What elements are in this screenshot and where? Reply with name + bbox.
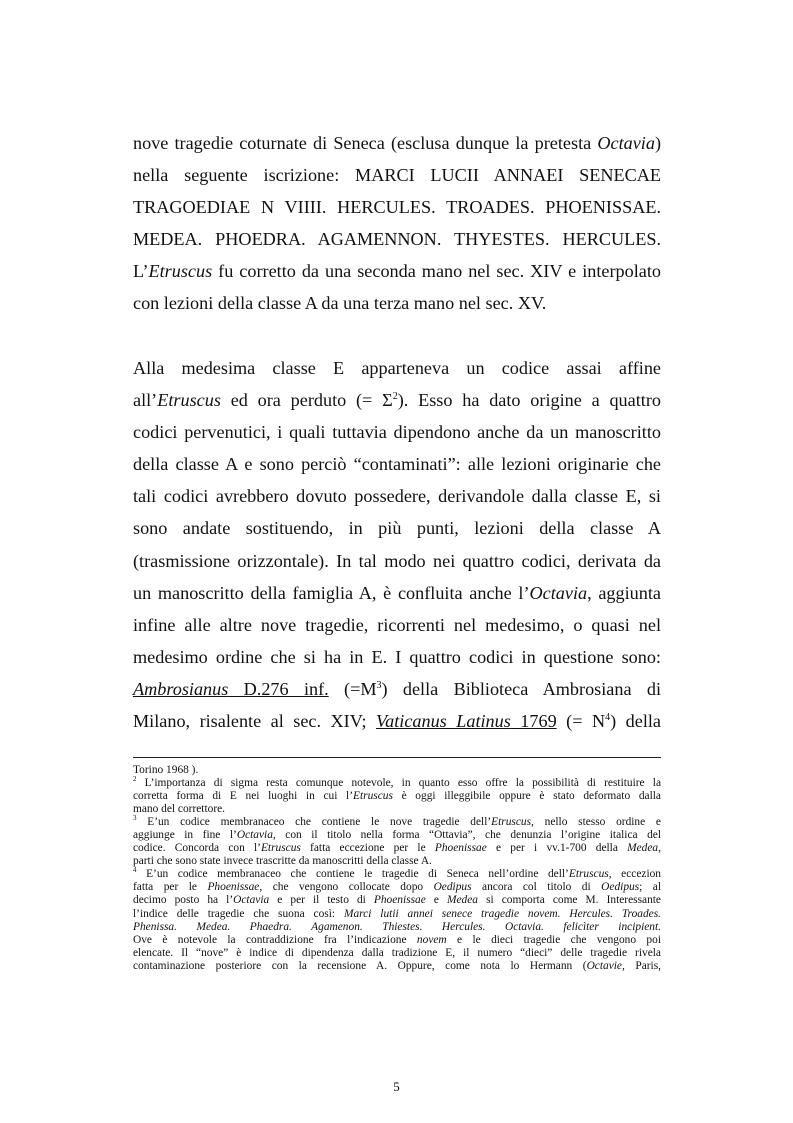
footnote-line: corretta forma di E nei luoghi in cui l’Etruscus è oggi illeggibile oppure è stato deformato dalla	[133, 790, 661, 803]
text-line: nove tragedie coturnate di Seneca (esclusa dunque la pretesta Octavia)	[133, 133, 661, 153]
footnote-line: Phenissa. Medea. Phaedra. Agamenon. Thiestes. Hercules. Octavia. felicìter incipient.	[133, 920, 661, 933]
text-line: TRAGOEDIAE N VIIII. HERCULES. TROADES. PHOENISSAE.	[133, 197, 661, 218]
footnote-line: mano del correttore.	[133, 803, 226, 816]
footnote-line: parti che sono state invece trascritte da manoscritti della classe A.	[133, 855, 432, 868]
paragraph-1	[133, 127, 661, 320]
text-line: nella seguente iscrizione: MARCI LUCII ANNAEI SENECAE	[133, 165, 661, 186]
text-line: Ambrosianus D.276 inf. $(=M^3)$ della Biblioteca Ambrosiana di	[133, 678, 661, 699]
page-number: 5	[393, 1079, 400, 1094]
text-line: MEDEA. PHOEDRA. AGAMENNON. THYESTES. HERCULES.	[133, 229, 661, 250]
text-line: medesimo ordine che si ha in E. I quattro codici in questione sono:	[133, 646, 661, 667]
footnote-line: Ove è notevole la contraddizione fra l’indicazione novem e le dieci tragedie che vengono poi	[133, 933, 661, 946]
text-line: Alla medesima classe E apparteneva un codice assai affine	[133, 358, 661, 378]
footnote-3: $^3$ E’un codice membranaceo che contiene le nove tragedie dell’Etruscus, nello stesso ordine e	[133, 814, 661, 829]
footnote-continuation: Torino 1968 ).	[133, 764, 199, 776]
footnote-line: codice. Concorda con l’Etruscus fatta eccezione per le Phoenissae e per i vv.1-700 della Medea,	[133, 842, 661, 855]
footnote-line: decimo posto ha l’Octavia e per il testo di Phoenissae e Medea si comporta come M. Interessante	[133, 894, 661, 907]
text-line: con lezioni della classe A da una terza mano nel sec. XV.	[133, 293, 547, 314]
footnote-line: aggiunge in fine l’Octavia, con il titolo nella forma “Ottavia”, che denunzia l’origine italica del	[133, 829, 661, 842]
footnote-2: $^2$ L’importanza di sigma resta comunque notevole, in quanto esso offre la possibilità di restituire la	[133, 775, 661, 790]
footnote-line: l’indice delle tragedie che suona così: Marci lutii annei senece tragedie novem. Hercules. Troades.	[133, 907, 661, 920]
text-line: sono andate sostituendo, in più punti, lezioni della classe A	[133, 518, 661, 539]
footnote-line: elencate. Il “nove” è indice di dipendenza dalla tradizione E, il numero “dieci” delle tragedie rivela	[133, 946, 661, 959]
footnote-line: contaminazione posteriore con la recensione A. Oppure, come nota lo Hermann (Octavie, Paris,	[133, 959, 661, 972]
text-line: della classe A e sono perciò “contaminati”: alle lezioni originarie che	[133, 454, 661, 475]
footnotes	[133, 764, 661, 973]
footnote-4: $^4$ E’un codice membranaceo che contiene le tragedie di Seneca nell’ordine dell’Etruscus, eccezion	[133, 866, 661, 881]
text-line: infine alle altre nove tragedie, ricorrenti nel medesimo, o quasi nel	[133, 614, 661, 635]
text-line: codici pervenutici, i quali tuttavia dipendono anche da un manoscritto	[133, 422, 661, 443]
text-line: (trasmissione orizzontale). In tal modo nei quattro codici, derivata da	[133, 550, 661, 571]
text-line: L’Etruscus fu corretto da una seconda mano nel sec. XIV e interpolato	[133, 261, 661, 282]
paragraph-2	[133, 352, 661, 737]
footnote-line: fatta per le Phoenissae, che vengono collocate dopo Oedipus ancora col titolo di Oedipus; al	[133, 881, 662, 894]
text-line: un manoscritto della famiglia A, è confluita anche l’Octavia, aggiunta	[133, 582, 661, 603]
footnote-separator	[133, 757, 661, 758]
text-line: tali codici avrebbero dovuto possedere, derivandole dalla classe E, si	[133, 486, 661, 507]
text-line: all’Etruscus ed ora perduto (= $\Sigma^2$). Esso ha dato origine a quattro	[133, 390, 661, 411]
text-line: Milano, risalente al sec. XIV; Vaticanus Latinus 1769 (= $N^4$) della	[133, 711, 661, 732]
